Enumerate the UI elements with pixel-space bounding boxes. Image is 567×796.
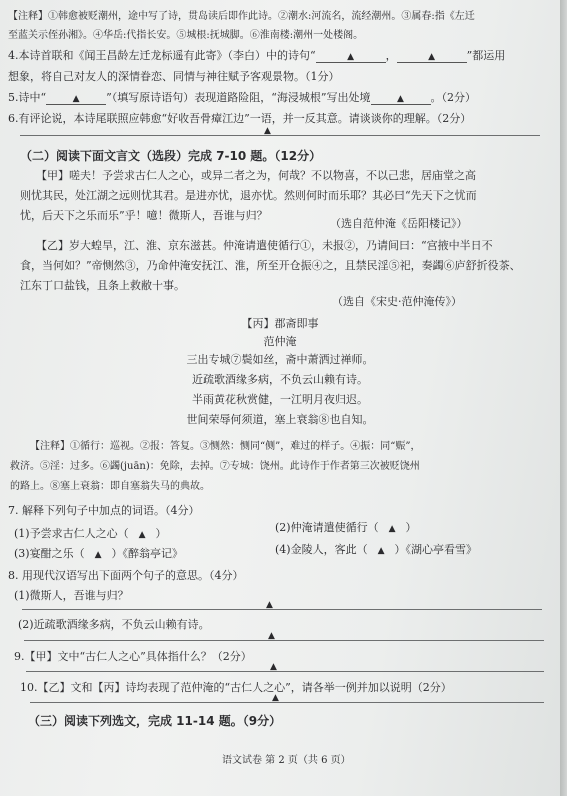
- q7-item-2-close: ）: [405, 521, 417, 534]
- answer-triangle-icon: ▲: [268, 631, 275, 641]
- answer-triangle-icon[interactable]: ▲: [388, 524, 396, 534]
- q8-answer-line-1[interactable]: [22, 609, 542, 610]
- answer-triangle-icon: ▲: [428, 52, 436, 62]
- q7-item-3: [14, 548, 183, 560]
- q9-answer-line[interactable]: [26, 671, 544, 672]
- question-5: [8, 92, 476, 105]
- answer-triangle-icon[interactable]: ▲: [138, 530, 146, 540]
- poem-bing-author: 范仲淹: [263, 335, 297, 348]
- note-prev-line-2: 至蓝关示侄孙湘》。④华岳:代指长安。⑤城根:抚城脚。⑥淮南楼:潮州一处楼阁。: [8, 30, 364, 41]
- q4-sep: ，: [385, 49, 397, 62]
- q7-item-1-close: ）: [155, 527, 167, 540]
- notes-line-1: 【注释】①循行：巡视。②报：答复。③恻然：恻同“侧”，难过的样子。④振：同“赈”，: [30, 441, 421, 452]
- q8-sentence-2: (2)近疏歌酒缘多病，不负云山赖有诗。: [18, 618, 210, 631]
- q5-text-3: 。（2分）: [430, 91, 476, 104]
- answer-triangle-icon[interactable]: ▲: [94, 550, 102, 560]
- page-edge: [560, 0, 567, 796]
- answer-triangle-icon: ▲: [347, 52, 355, 62]
- passage-jia-line-2: 则忧其民，处江湖之远则忧其君。是进亦忧，退亦忧。然则何时而乐耶？其必曰“先天下之忧而: [20, 189, 477, 202]
- q4-blank-1[interactable]: [316, 50, 386, 63]
- section-2-title: （二）阅读下面文言文（选段）完成 7-10 题。（12分）: [20, 149, 322, 163]
- poem-line-4: 世间荣辱何须道，塞上衰翁⑧也自知。: [186, 413, 374, 426]
- q7-item-2-text: (2)仲淹请遣使循行（: [275, 521, 379, 534]
- q6-answer-line[interactable]: [20, 135, 540, 136]
- answer-triangle-icon[interactable]: ▲: [377, 546, 385, 556]
- poem-line-3: 半雨黄花秋赏健，一江明月夜归迟。: [192, 393, 368, 406]
- question-6: 6.有评论说，本诗尾联照应韩愈“好收吾骨瘴江边”一语，并一反其意。请谈谈你的理解。（2分）: [8, 112, 472, 125]
- q7-item-1-text: (1)予尝求古仁人之心（: [14, 527, 129, 540]
- answer-triangle-icon: ▲: [72, 94, 80, 104]
- q4-blank-2[interactable]: [397, 50, 467, 63]
- notes-line-3: 的路上。⑧塞上衰翁：即自塞翁失马的典故。: [10, 481, 210, 492]
- poem-line-1: 三出专城⑦鬓如丝，斋中萧洒过禅师。: [186, 353, 374, 366]
- q5-blank-2[interactable]: [371, 92, 431, 105]
- q7-item-1: [14, 528, 167, 540]
- passage-jia-line-3: 忧，后天下之乐而乐”乎！噫！微斯人，吾谁与归？: [20, 209, 268, 222]
- q5-text-2: ”（填写原诗语句）表现道路险阻，“海浸城根”写出处境: [106, 91, 371, 104]
- answer-triangle-icon: ▲: [270, 662, 277, 672]
- poem-bing-title: 【丙】郡斋即事: [241, 317, 319, 330]
- q7-item-3-source: ）《醉翁亭记》: [111, 547, 184, 560]
- question-7: 7. 解释下列句子中加点的词语。（4分）: [8, 504, 200, 517]
- q7-item-3-text: (3)宴酣之乐（: [14, 547, 85, 560]
- note-prev-line-1: 【注释】①韩愈被贬潮州，途中写了诗，贯岛读后即作此诗。②潮水:河流名，流经潮州。③属春:指《左迁: [8, 11, 475, 22]
- question-4-line-2: 想象，将自己对友人的深情眷恋、同情与神往赋予客观景物。（1分）: [8, 70, 340, 83]
- q7-item-4-source: ）《湖心亭看雪》: [394, 543, 478, 556]
- passage-yi-line-3: 江东丁口盐钱，且条上救敝十事。: [20, 279, 185, 292]
- question-4: [8, 50, 505, 63]
- question-8: 8. 用现代汉语写出下面两个句子的意思。（4分）: [8, 569, 244, 582]
- q8-sentence-1: (1)微斯人，吾谁与归？: [14, 589, 129, 602]
- q5-blank-1[interactable]: [46, 92, 106, 105]
- notes-line-2: 救济。⑤淫：过多。⑥蠲(juān)：免除，去掉。⑦专城：饶州。此诗作于作者第三次被贬饶州: [10, 461, 420, 472]
- question-9: 9.【甲】文中“古仁人之心”具体指什么？（2分）: [14, 650, 252, 663]
- q7-item-2: [275, 522, 417, 534]
- question-10: 10.【乙】文和【丙】诗均表现了范仲淹的“古仁人之心”，请各举一例并加以说明（2分）: [20, 681, 452, 694]
- answer-triangle-icon: ▲: [266, 600, 273, 610]
- answer-triangle-icon: ▲: [264, 126, 271, 136]
- q4-text-1: 4.本诗首联和《闻王昌龄左迁龙标遥有此寄》（李白）中的诗句“: [8, 49, 316, 62]
- page-footer: 语文试卷 第 2 页（共 6 页）: [222, 755, 351, 766]
- passage-yi-line-2: 食，当何如？”帝恻然③，乃命仲淹安抚江、淮，所至开仓振④之，且禁民淫⑤祀，奏蠲⑥庐舒折役茶、: [20, 259, 521, 272]
- answer-triangle-icon: ▲: [272, 693, 279, 703]
- q7-item-4-text: (4)金陵人，客此（: [275, 543, 368, 556]
- q8-answer-line-2[interactable]: [24, 640, 544, 641]
- answer-triangle-icon: ▲: [397, 94, 404, 104]
- q10-answer-line[interactable]: [30, 702, 544, 703]
- passage-jia-line-1: 【甲】嗟夫！予尝求古仁人之心，或异二者之为，何哉？不以物喜，不以己悲，居庙堂之高: [36, 169, 476, 182]
- q4-text-2: ”都运用: [466, 49, 506, 62]
- passage-yi-source: （选自《宋史·范仲淹传》）: [332, 295, 462, 308]
- passage-jia-source: （选自范仲淹《岳阳楼记》）: [330, 217, 468, 230]
- section-3-title: （三）阅读下列选文，完成 11-14 题。（9分）: [28, 714, 282, 728]
- q5-text-1: 5.诗中“: [8, 91, 47, 104]
- passage-yi-line-1: 【乙】岁大蝗旱，江、淮、京东滋甚。仲淹请遣使循行①，未报②，乃请间曰：“宫掖中半日不: [36, 239, 493, 252]
- q7-item-4: [275, 544, 477, 556]
- poem-line-2: 近疏歌酒缘多病，不负云山赖有诗。: [192, 373, 368, 386]
